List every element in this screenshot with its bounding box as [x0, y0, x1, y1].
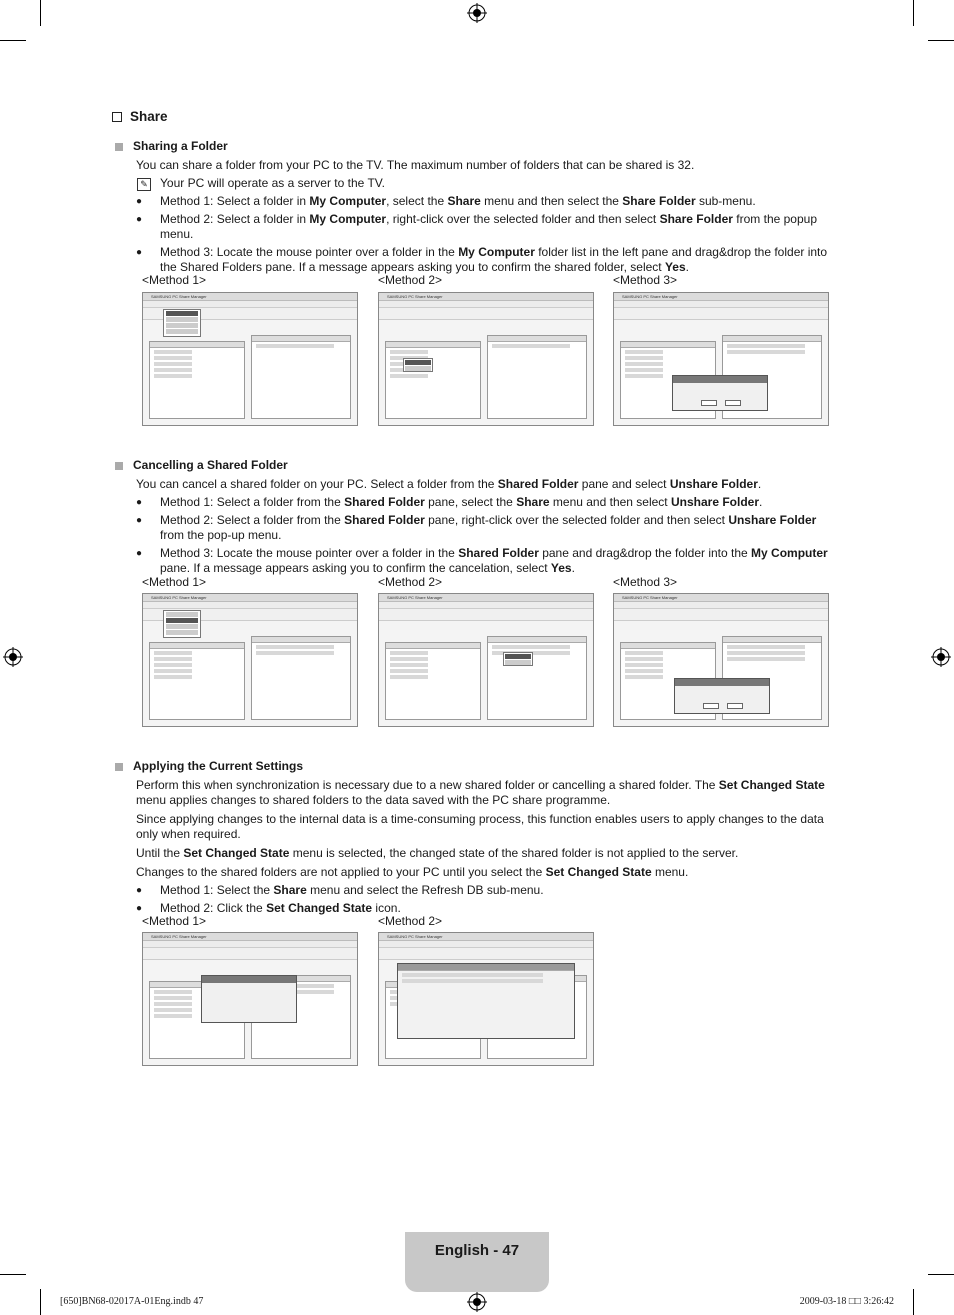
method-label: <Method 2> [378, 273, 443, 287]
page-number-tab [405, 1232, 549, 1292]
intro-text: You can share a folder from your PC to the TV. The maximum number of folders that can be shared is 32. [136, 158, 695, 172]
method-label: <Method 3> [613, 575, 678, 589]
window-title: SAMSUNG PC Share Manager [614, 293, 828, 301]
crop-mark [928, 40, 954, 41]
screenshot-unshare-method-2 [378, 593, 594, 727]
bullet-item: ● Method 2: Click the Set Changed State icon. [136, 901, 401, 915]
note [112, 176, 842, 191]
window-title: SAMSUNG PC Share Manager [379, 293, 593, 301]
bullet-item: ● Method 3: Locate the mouse pointer over a folder in the My Computer folder list in the left pane and drag&drop the folder into the Shared Folders pane. If a message appears asking you to confirm the shared folder, select Yes. [136, 245, 828, 274]
heading-text: Share [130, 109, 168, 124]
crop-mark [913, 1289, 914, 1315]
note-icon: ✎ [137, 178, 151, 191]
crop-mark [913, 0, 914, 26]
square-bullet-icon [115, 143, 123, 151]
registration-mark-icon [931, 647, 951, 667]
crop-mark [928, 1274, 954, 1275]
section-title [112, 458, 842, 473]
method-label: <Method 3> [613, 273, 678, 287]
screenshot-apply-method-1 [142, 932, 358, 1066]
registration-mark-icon [3, 647, 23, 667]
bullet-item: ● Method 1: Select a folder from the Shared Folder pane, select the Share menu and then select Unshare Folder. [136, 495, 763, 509]
square-bullet-icon [115, 763, 123, 771]
page-number: English - 47 [434, 1242, 520, 1259]
registration-mark-icon [467, 1292, 487, 1312]
crop-mark [40, 1289, 41, 1315]
screenshot-unshare-method-3 [613, 593, 829, 727]
window-title: SAMSUNG PC Share Manager [379, 594, 593, 602]
paragraph: Since applying changes to the internal data is a time-consuming process, this function enables users to apply changes to the data only when required. [136, 812, 824, 841]
paragraph: Changes to the shared folders are not applied to your PC until you select the Set Changed State menu. [136, 865, 689, 879]
section-title-text: Applying the Current Settings [133, 759, 304, 773]
screenshot-unshare-method-1 [142, 593, 358, 727]
section-title [112, 759, 842, 774]
crop-mark [40, 0, 41, 26]
paragraph: Until the Set Changed State menu is selected, the changed state of the shared folder is not applied to the server. [136, 846, 739, 860]
section-title-text: Sharing a Folder [133, 139, 228, 153]
screenshot-share-method-1 [142, 292, 358, 426]
page-heading [112, 109, 168, 126]
bullet-item: ● Method 3: Locate the mouse pointer over a folder in the Shared Folder pane and drag&drop the folder into the My Computer pane. If a message appears asking you to confirm the cancelation, select Yes. [136, 546, 828, 575]
method-label: <Method 1> [142, 575, 207, 589]
window-title: SAMSUNG PC Share Manager [143, 933, 357, 941]
method-label: <Method 1> [142, 273, 207, 287]
section-title-text: Cancelling a Shared Folder [133, 458, 288, 472]
section-cancelling-folder [112, 458, 842, 576]
window-title: SAMSUNG PC Share Manager [143, 293, 357, 301]
section-sharing-folder [112, 139, 842, 275]
footer-timestamp: 2009-03-18 □□ 3:26:42 [799, 1296, 894, 1307]
bullet-item: ● Method 2: Select a folder from the Shared Folder pane, right-click over the selected folder and then select Unshare Folder from the pop-up menu. [136, 513, 817, 542]
window-title: SAMSUNG PC Share Manager [379, 933, 593, 941]
paragraph: Perform this when synchronization is necessary due to a new shared folder or cancelling a shared folder. The Set Changed State menu applies changes to shared folders to the data saved with the PC share programme. [136, 778, 825, 807]
method-label: <Method 2> [378, 575, 443, 589]
window-title: SAMSUNG PC Share Manager [143, 594, 357, 602]
bullet-item: ● Method 2: Select a folder in My Computer, right-click over the selected folder and then select Share Folder from the popup menu. [136, 212, 817, 241]
footer-file-info: [650]BN68-02017A-01Eng.indb 47 [60, 1296, 204, 1307]
window-title: SAMSUNG PC Share Manager [614, 594, 828, 602]
square-bullet-icon [115, 462, 123, 470]
bullet-item: ● Method 1: Select a folder in My Computer, select the Share menu and then select the Share Folder sub-menu. [136, 194, 756, 208]
intro-text: You can cancel a shared folder on your PC. Select a folder from the Shared Folder pane and select Unshare Folder. [136, 477, 762, 491]
checkbox-icon [112, 112, 122, 122]
registration-mark-icon [467, 3, 487, 23]
screenshot-share-method-3 [613, 292, 829, 426]
screenshot-share-method-2 [378, 292, 594, 426]
section-applying-settings [112, 759, 842, 916]
method-label: <Method 1> [142, 914, 207, 928]
section-title [112, 139, 842, 154]
note-text: Your PC will operate as a server to the TV. [160, 176, 386, 190]
crop-mark [0, 40, 26, 41]
crop-mark [0, 1274, 26, 1275]
screenshot-apply-method-2 [378, 932, 594, 1066]
bullet-item: ● Method 1: Select the Share menu and select the Refresh DB sub-menu. [136, 883, 544, 897]
method-label: <Method 2> [378, 914, 443, 928]
